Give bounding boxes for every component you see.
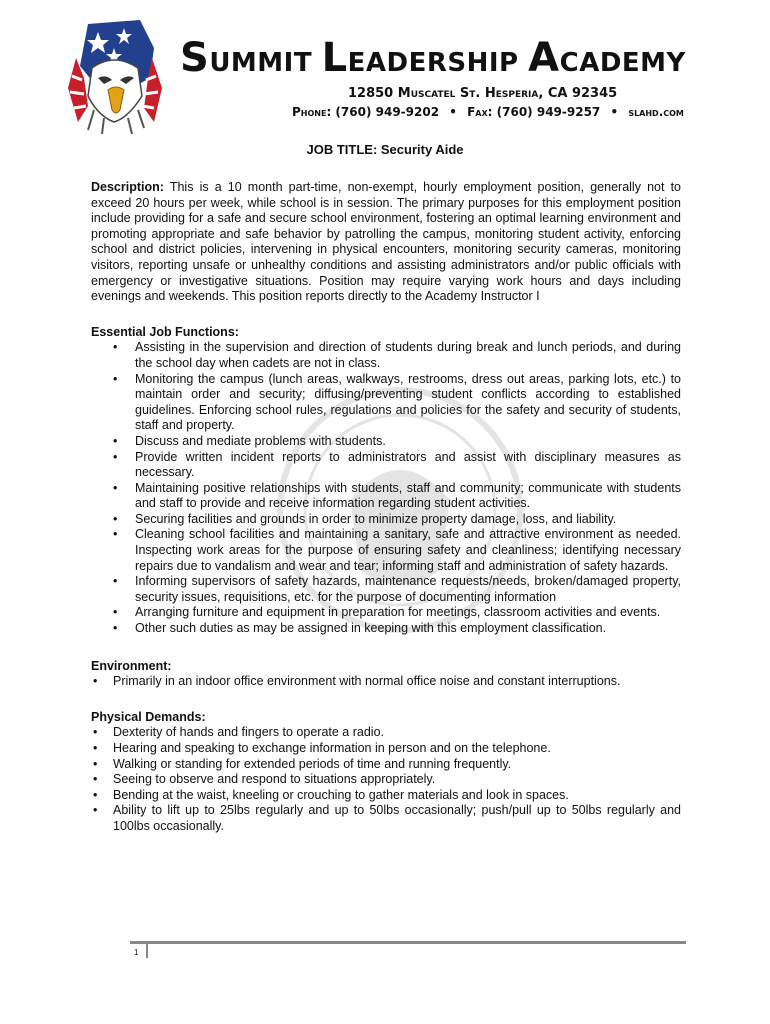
website: slahd.com <box>628 105 684 119</box>
environment-section <box>91 659 681 690</box>
environment-list <box>91 674 681 690</box>
list-item: • Primarily in an indoor office environment with normal office noise and constant interruptions. <box>91 674 681 690</box>
footer-rule <box>130 941 686 944</box>
description-paragraph <box>91 180 681 305</box>
name-rest-2: EADERSHIP <box>347 48 529 78</box>
eagle-flag-logo <box>58 18 170 136</box>
list-item: • Hearing and speaking to exchange information in person and on the telephone. <box>91 741 681 757</box>
list-item: • Assisting in the supervision and direction of students during break and lunch periods, and during the school day when cadets are not in class. <box>91 340 681 371</box>
essential-functions-list <box>91 340 681 636</box>
section-heading: Essential Job Functions: <box>91 324 239 339</box>
list-item: • Dexterity of hands and fingers to operate a radio. <box>91 725 681 741</box>
section-heading: Environment: <box>91 658 172 673</box>
list-item: • Arranging furniture and equipment in preparation for meetings, classroom activities and events. <box>91 605 681 621</box>
list-item: • Cleaning school facilities and maintaining a sanitary, safe and attractive environment as needed. Inspecting work areas for the purpose of ensuring safety and cleanliness; identifying necessary repairs due to vandalism and wear and tear; informing staff and administration of safety hazards. <box>91 527 681 574</box>
school-name <box>180 35 710 83</box>
list-item: • Seeing to observe and respond to situations appropriately. <box>91 772 681 788</box>
name-initial-1: S <box>180 35 210 81</box>
list-item: • Informing supervisors of safety hazards, maintenance requests/needs, broken/damaged property, security issues, requisitions, etc. for the purpose of documenting information <box>91 574 681 605</box>
list-item: • Provide written incident reports to administrators and assist with disciplinary measures as necessary. <box>91 450 681 481</box>
page-number: 1 <box>134 948 139 957</box>
footer-rule-tick <box>146 944 148 958</box>
list-item: • Securing facilities and grounds in order to minimize property damage, loss, and liability. <box>91 512 681 528</box>
list-item: • Bending at the waist, kneeling or crouching to gather materials and look in spaces. <box>91 788 681 804</box>
essential-functions-section <box>91 325 681 637</box>
document-body <box>91 180 681 835</box>
list-item: • Maintaining positive relationships with students, staff and community; communicate with students and staff to provide and receive information regarding student activities. <box>91 481 681 512</box>
physical-demands-list <box>91 725 681 834</box>
list-item: • Monitoring the campus (lunch areas, walkways, restrooms, dress out areas, parking lots, etc.) to maintain order and security; diffusing/preventing student conflicts according to established guidelines. Enforcing school rules, regulations and policies for the safety and security of students, staff and property. <box>91 372 681 434</box>
name-initial-2: L <box>321 35 348 81</box>
contact-line <box>292 105 684 119</box>
name-rest-3: CADEMY <box>559 48 686 78</box>
description-text: This is a 10 month part-time, non-exempt, hourly employment position, generally not to exceed 20 hours per week, while school is in session. The primary purposes for this employment position include providing for a safe and secure school environment, fostering an optimal learning environment and promoting appropriate and safe behavior by patrolling the campus, monitoring student activity, enforcing school and district policies, intervening in physical encounters, monitoring security cameras, monitoring visitors, reporting unsafe or unhealthy conditions and assisting administrators and/or public officials with emergency or investigative situations. Position may require varying work hours and days including evenings and weekends. This position reports directly to the Academy Instructor I <box>91 180 681 304</box>
separator: • <box>449 105 457 119</box>
phone-number: Phone: (760) 949-9202 <box>292 105 440 119</box>
school-address: 12850 Muscatel St. Hesperia, CA 92345 <box>348 86 618 101</box>
name-initial-3: A <box>528 35 560 81</box>
separator: • <box>610 105 619 119</box>
name-rest-1: UMMIT <box>209 48 322 78</box>
list-item: • Walking or standing for extended periods of time and running frequently. <box>91 757 681 773</box>
list-item: • Discuss and mediate problems with students. <box>91 434 681 450</box>
fax-number: Fax: (760) 949-9257 <box>467 105 601 119</box>
job-title: JOB TITLE: Security Aide <box>306 142 464 157</box>
list-item: • Ability to lift up to 25lbs regularly and up to 50lbs occasionally; push/pull up to 50lbs regularly and 100lbs occasionally. <box>91 803 681 834</box>
list-item: • Other such duties as may be assigned in keeping with this employment classification. <box>91 621 681 637</box>
physical-demands-section <box>91 710 681 835</box>
school-name-text <box>180 35 710 83</box>
description-label: Description: <box>91 180 164 194</box>
section-heading: Physical Demands: <box>91 709 206 724</box>
